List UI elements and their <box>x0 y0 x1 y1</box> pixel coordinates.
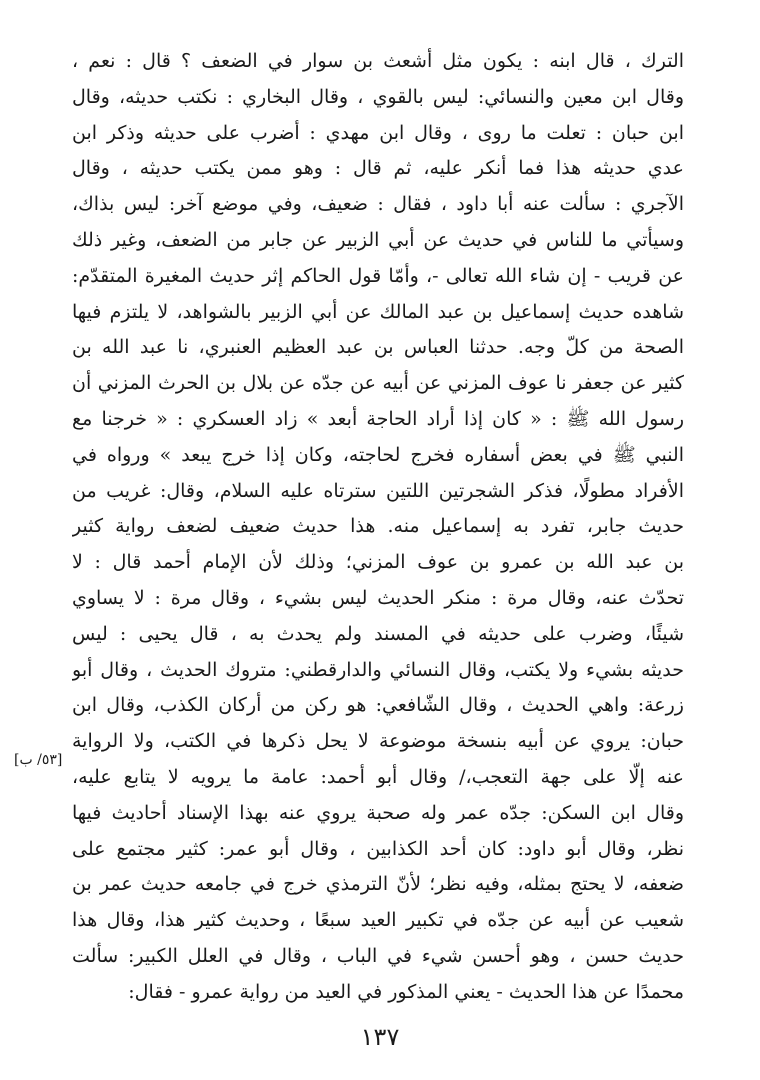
text-line-22: وقال ابن السكن: جدّه عمر وله صحبة يروي عنه بهذا الإسناد أحاديث فيها <box>72 801 684 824</box>
text-line-8: شاهده حديث إسماعيل بن عبد المالك عن أبي الزبير بالشواهد، لا يلتزم فيها <box>72 300 684 323</box>
text-line-14: حديث جابر، تفرد به إسماعيل منه. هذا حديث ضعيف لضعف رواية كثير <box>72 515 684 538</box>
text-line-18: حديثه بشيء ولا يكتب، وقال النسائي والدارقطني: متروك الحديث ، وقال أبو <box>72 658 684 681</box>
text-line-25: شعيب عن أبيه عن جدّه في تكبير العيد سبعًا ، وحديث كثير هذا، وقال هذا <box>72 909 684 932</box>
text-line-23: نظر، وقال أبو داود: كان أحد الكذابين ، وقال أبو عمر: كثير مجتمع على <box>72 837 684 860</box>
text-line-27: محمدًا عن هذا الحديث - يعني المذكور في العيد من رواية عمرو - فقال: <box>128 980 684 1003</box>
text-line-17: شيئًا، وضرب على حديثه في المسند ولم يحدث به ، قال يحيى : ليس <box>72 622 684 645</box>
text-line-3: ابن حبان : تعلت ما روى ، وقال ابن مهدي : أضرب على حديثه وذكر ابن <box>72 121 684 144</box>
text-line-4: عدي حديثه هذا فما أنكر عليه، ثم قال : وهو ممن يكتب حديثه ، وقال <box>72 157 684 180</box>
text-line-1: الترك ، قال ابنه : يكون مثل أشعث بن سوار في الضعف ؟ قال : نعم ، <box>72 50 684 72</box>
text-line-13: الأفراد مطولًا، فذكر الشجرتين اللتين سترتاه عليه السلام، وقال: غريب من <box>72 479 684 502</box>
text-line-20: حبان: يروي عن أبيه بنسخة موضوعة لا يحل ذكرها في الكتب، ولا الرواية <box>72 730 684 753</box>
text-line-7: عن قريب - إن شاء الله تعالى -، وأمّا قول الحاكم إثر حديث المغيرة المتقدّم: <box>72 264 684 287</box>
page-body <box>72 44 684 1011</box>
text-line-12: النبي ﷺ في بعض أسفاره فخرج لحاجته، وكان إذا خرج يبعد » ورواه في <box>72 443 684 466</box>
text-line-5: الآجري : سألت عنه أبا داود ، فقال : ضعيف، وفي موضع آخر: ليس بذاك، <box>72 193 684 216</box>
text-line-10: كثير عن جعفر نا عوف المزني عن أبيه عن جدّه عن بلال بن الحرث المزني أن <box>72 372 684 395</box>
text-line-9: الصحة من كلّ وجه. حدثنا العباس بن عبد العظيم العنبري، نا عبد الله بن <box>72 336 684 359</box>
text-line-19: زرعة: واهي الحديث ، وقال الشّافعي: هو ركن من أركان الكذب، وقال ابن <box>72 694 684 717</box>
text-line-21: عنه إلّا على جهة التعجب،/ وقال أبو أحمد: عامة ما يرويه لا يتابع عليه، <box>72 765 684 788</box>
page-number: ١٣٧ <box>360 1023 400 1051</box>
text-line-2: وقال ابن معين والنسائي: ليس بالقوي ، وقال البخاري : نكتب حديثه، وقال <box>72 85 684 108</box>
text-line-24: ضعفه، لا يحتج بمثله، وفيه نظر؛ لأنّ الترمذي خرج في جامعه حديث عمر بن <box>72 873 684 896</box>
margin-folio-note: [٥٣/ ب] <box>14 752 63 768</box>
text-line-15: بن عبد الله بن عمرو بن عوف المزني؛ وذلك لأن الإمام أحمد قال : لا <box>72 551 684 574</box>
text-line-26: حديث حسن ، وهو أحسن شيء في الباب ، وقال في العلل الكبير: سألت <box>72 944 684 967</box>
text-line-11: رسول الله ﷺ : « كان إذا أراد الحاجة أبعد » زاد العسكري : « خرجنا مع <box>72 407 684 430</box>
text-line-6: وسيأتي ما للناس في حديث عن أبي الزبير عن جابر من الضعف، وغير ذلك <box>72 228 684 251</box>
text-line-16: تحدّث عنه، وقال مرة : منكر الحديث ليس بشيء ، وقال مرة : لا يساوي <box>72 586 684 609</box>
